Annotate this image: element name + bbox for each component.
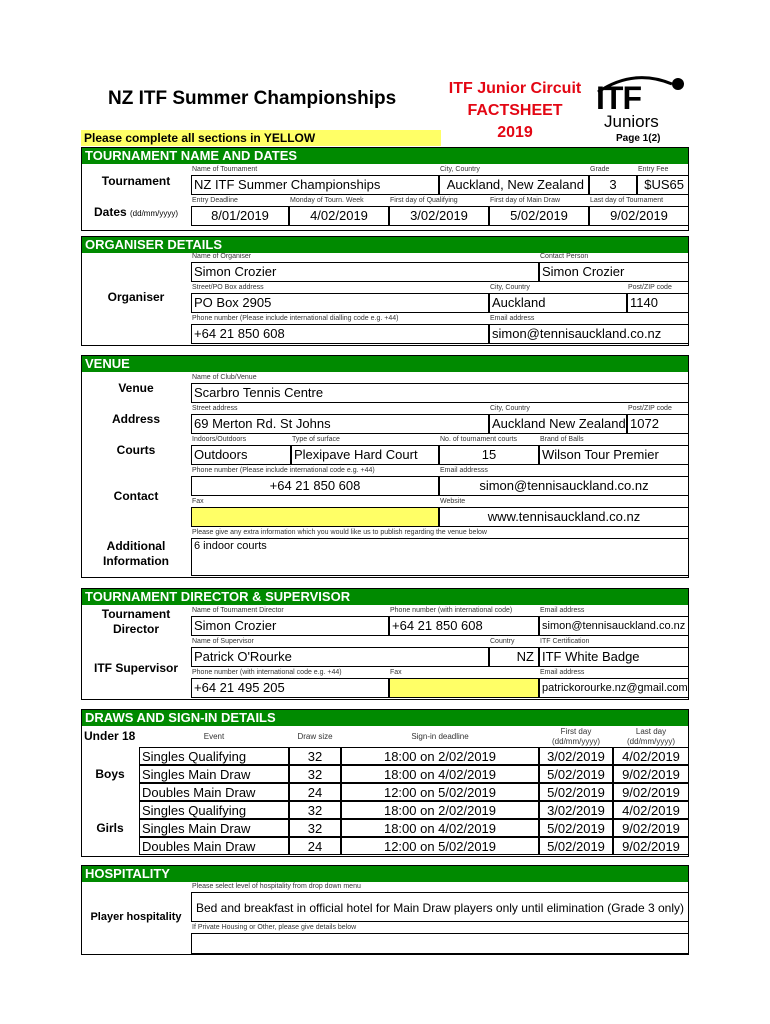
field-label: Fax xyxy=(390,669,402,676)
supervisor-phone-field[interactable]: +64 21 495 205 xyxy=(191,678,389,698)
certification-field[interactable]: ITF White Badge xyxy=(539,647,689,667)
section-heading: TOURNAMENT DIRECTOR & SUPERVISOR xyxy=(82,589,688,605)
supervisor-fax-field[interactable] xyxy=(389,678,539,698)
itf-juniors-logo xyxy=(594,70,690,132)
surface-field[interactable]: Plexipave Hard Court xyxy=(291,445,439,465)
last-day-cell[interactable]: 9/02/2019 xyxy=(613,783,689,801)
last-day-cell[interactable]: 4/02/2019 xyxy=(613,801,689,819)
organiser-street-field[interactable]: PO Box 2905 xyxy=(191,293,489,313)
venue-fax-field[interactable] xyxy=(191,507,439,527)
first-day-cell[interactable]: 3/02/2019 xyxy=(539,747,613,765)
field-label: Please select level of hospitality from drop down menu xyxy=(192,883,361,890)
field-label: Name of Tournament xyxy=(192,166,258,173)
table-row xyxy=(139,765,689,783)
organiser-city-field[interactable]: Auckland xyxy=(489,293,627,313)
page-number: Page 1(2) xyxy=(616,133,661,144)
last-day-cell[interactable]: 4/02/2019 xyxy=(613,747,689,765)
year-line: 2019 xyxy=(497,124,533,141)
draw-size-cell[interactable]: 32 xyxy=(289,765,341,783)
signin-cell[interactable]: 18:00 on 4/02/2019 xyxy=(341,819,539,837)
draw-size-cell[interactable]: 32 xyxy=(289,801,341,819)
indoors-outdoors-field[interactable]: Outdoors xyxy=(191,445,291,465)
field-label: City, Country xyxy=(490,405,530,412)
section-heading: ORGANISER DETAILS xyxy=(82,237,688,253)
event-cell: Singles Qualifying xyxy=(139,747,289,765)
field-label: Street address xyxy=(192,405,238,412)
field-label: Contact Person xyxy=(540,253,589,260)
field-label: Fax xyxy=(192,498,204,505)
tournament-row-label: Tournament xyxy=(101,174,171,188)
instruction-banner: Please complete all sections in YELLOW xyxy=(81,130,441,146)
field-label: Email addresss xyxy=(440,467,488,474)
contact-person-field[interactable]: Simon Crozier xyxy=(539,262,689,282)
col-size-header: Draw size xyxy=(297,732,333,741)
venue-city-field[interactable]: Auckland New Zealand xyxy=(489,414,627,434)
field-label: City, Country xyxy=(490,284,530,291)
event-cell: Singles Main Draw xyxy=(139,819,289,837)
field-label: Phone number (Please include international code e.g. +44) xyxy=(192,467,375,474)
section-heading: HOSPITALITY xyxy=(82,866,688,882)
col-signin-header: Sign-in deadline xyxy=(411,732,469,741)
event-cell: Doubles Main Draw xyxy=(139,783,289,801)
first-day-cell[interactable]: 5/02/2019 xyxy=(539,783,613,801)
first-qualifying-field[interactable]: 3/02/2019 xyxy=(389,206,489,226)
field-label: Name of Tournament Director xyxy=(192,607,284,614)
first-day-cell[interactable]: 5/02/2019 xyxy=(539,819,613,837)
venue-row-label: Venue xyxy=(118,381,154,395)
director-row-label: Tournament Director xyxy=(101,607,171,636)
tournament-name-field[interactable]: NZ ITF Summer Championships xyxy=(191,175,439,195)
venue-email-field[interactable]: simon@tennisauckland.co.nz xyxy=(439,476,689,496)
signin-cell[interactable]: 18:00 on 2/02/2019 xyxy=(341,801,539,819)
draws-table xyxy=(139,747,689,855)
field-label: Phone number (with international code) xyxy=(390,607,513,614)
col-event-header: Event xyxy=(203,732,225,741)
field-label: Country xyxy=(490,638,515,645)
additional-info-label: Additional Information xyxy=(103,539,169,568)
field-label: If Private Housing or Other, please give details below xyxy=(192,924,357,931)
organiser-zip-field[interactable]: 1140 xyxy=(627,293,689,313)
signin-cell[interactable]: 18:00 on 2/02/2019 xyxy=(341,747,539,765)
venue-name-field[interactable]: Scarbro Tennis Centre xyxy=(191,383,689,403)
last-day-cell[interactable]: 9/02/2019 xyxy=(613,765,689,783)
organiser-name-field[interactable]: Simon Crozier xyxy=(191,262,539,282)
field-label: Post/ZIP code xyxy=(628,405,672,412)
venue-website-field[interactable]: www.tennisauckland.co.nz xyxy=(439,507,689,527)
field-label: Indoors/Outdoors xyxy=(192,436,247,443)
boys-label: Boys xyxy=(95,767,125,781)
field-label: Name of Club/Venue xyxy=(192,374,257,381)
table-row xyxy=(139,819,689,837)
signin-cell[interactable]: 18:00 on 4/02/2019 xyxy=(341,765,539,783)
grade-field[interactable]: 3 xyxy=(589,175,637,195)
logo-juniors-text: Juniors xyxy=(604,112,659,131)
field-label: Please give any extra information which you would like us to publish regarding the venue below xyxy=(192,529,487,536)
contact-row-label: Contact xyxy=(113,489,159,503)
first-day-cell[interactable]: 5/02/2019 xyxy=(539,765,613,783)
director-phone-field[interactable]: +64 21 850 608 xyxy=(389,616,539,636)
field-label: Phone number (Please include international dialling code e.g. +44) xyxy=(192,315,399,322)
table-row xyxy=(139,783,689,801)
supervisor-name-field[interactable]: Patrick O'Rourke xyxy=(191,647,489,667)
circuit-line: ITF Junior Circuit xyxy=(448,80,582,97)
section-heading: VENUE xyxy=(82,356,688,372)
field-label: Monday of Tourn. Week xyxy=(290,197,364,204)
table-row xyxy=(139,837,689,855)
field-label: First day of Main Draw xyxy=(490,197,561,204)
event-cell: Doubles Main Draw xyxy=(139,837,289,855)
first-day-cell[interactable]: 3/02/2019 xyxy=(539,801,613,819)
first-main-draw-field[interactable]: 5/02/2019 xyxy=(489,206,589,226)
field-label: Email address xyxy=(540,669,585,676)
factsheet-line: FACTSHEET xyxy=(467,102,563,119)
factsheet-heading xyxy=(430,78,600,144)
signin-cell[interactable]: 12:00 on 5/02/2019 xyxy=(341,837,539,855)
dates-row-label: Dates (dd/mm/yyyy) xyxy=(93,205,179,219)
field-label: Street/PO Box address xyxy=(192,284,264,291)
hospitality-select[interactable]: Bed and breakfast in official hotel for Main Draw players only until elimination (Grade 3 only) xyxy=(191,892,689,922)
supervisor-row-label: ITF Supervisor xyxy=(93,661,179,675)
director-name-field[interactable]: Simon Crozier xyxy=(191,616,389,636)
field-label: Phone number (with international code e.g. +44) xyxy=(192,669,342,676)
last-day-cell[interactable]: 9/02/2019 xyxy=(613,819,689,837)
field-label: City, Country xyxy=(440,166,480,173)
first-day-cell[interactable]: 5/02/2019 xyxy=(539,837,613,855)
field-label: Grade xyxy=(590,166,610,173)
draw-size-cell[interactable]: 24 xyxy=(289,837,341,855)
page-title: NZ ITF Summer Championships xyxy=(108,88,397,109)
last-day-field[interactable]: 9/02/2019 xyxy=(589,206,689,226)
draw-size-cell[interactable]: 32 xyxy=(289,747,341,765)
section-heading: DRAWS AND SIGN-IN DETAILS xyxy=(82,710,688,726)
table-row xyxy=(139,747,689,765)
field-label: Name of Organiser xyxy=(192,253,252,260)
field-label: Entry Fee xyxy=(638,166,669,173)
hospitality-row-label: Player hospitality xyxy=(90,911,182,923)
venue-street-field[interactable]: 69 Merton Rd. St Johns xyxy=(191,414,489,434)
girls-label: Girls xyxy=(96,821,124,835)
field-label: Email address xyxy=(490,315,535,322)
field-label: First day of Qualifying xyxy=(390,197,458,204)
logo-itf-text: ITF xyxy=(596,80,641,116)
tournament-city-field[interactable]: Auckland, New Zealand xyxy=(439,175,589,195)
ball-brand-field[interactable]: Wilson Tour Premier xyxy=(539,445,689,465)
field-label: Brand of Balls xyxy=(540,436,584,443)
entry-fee-field[interactable]: $US65 xyxy=(637,175,689,195)
venue-extra-info-field[interactable]: 6 indoor courts xyxy=(191,538,689,576)
director-email-field[interactable]: simon@tennisauckland.co.nz xyxy=(539,616,689,636)
entry-deadline-field[interactable]: 8/01/2019 xyxy=(191,206,289,226)
age-group-label: Under 18 xyxy=(84,729,136,743)
event-cell: Singles Qualifying xyxy=(139,801,289,819)
address-row-label: Address xyxy=(111,412,161,426)
organiser-email-field[interactable]: simon@tennisauckland.co.nz xyxy=(489,324,689,344)
field-label: Last day of Tournament xyxy=(590,197,664,204)
private-housing-field[interactable] xyxy=(191,933,689,954)
field-label: ITF Certification xyxy=(540,638,590,645)
field-label: Post/ZIP code xyxy=(628,284,672,291)
supervisor-country-field[interactable]: NZ xyxy=(489,647,539,667)
col-first-header: First day (dd/mm/yyyy) xyxy=(552,727,600,746)
last-day-cell[interactable]: 9/02/2019 xyxy=(613,837,689,855)
draw-size-cell[interactable]: 32 xyxy=(289,819,341,837)
signin-cell[interactable]: 12:00 on 5/02/2019 xyxy=(341,783,539,801)
table-row xyxy=(139,801,689,819)
organiser-phone-field[interactable]: +64 21 850 608 xyxy=(191,324,489,344)
organiser-row-label: Organiser xyxy=(107,290,165,304)
draw-size-cell[interactable]: 24 xyxy=(289,783,341,801)
field-label: Website xyxy=(440,498,466,505)
col-last-header: Last day (dd/mm/yyyy) xyxy=(627,727,675,746)
field-label: Name of Supervisor xyxy=(192,638,254,645)
supervisor-email-field[interactable]: patrickorourke.nz@gmail.com xyxy=(539,678,689,698)
venue-zip-field[interactable]: 1072 xyxy=(627,414,689,434)
monday-field[interactable]: 4/02/2019 xyxy=(289,206,389,226)
field-label: Entry Deadline xyxy=(192,197,238,204)
venue-phone-field[interactable]: +64 21 850 608 xyxy=(191,476,439,496)
event-cell: Singles Main Draw xyxy=(139,765,289,783)
courts-row-label: Courts xyxy=(116,443,156,457)
section-heading: TOURNAMENT NAME AND DATES xyxy=(82,148,688,164)
field-label: Type of surface xyxy=(292,436,340,443)
field-label: Email address xyxy=(540,607,585,614)
court-count-field[interactable]: 15 xyxy=(439,445,539,465)
field-label: No. of tournament courts xyxy=(440,436,518,443)
